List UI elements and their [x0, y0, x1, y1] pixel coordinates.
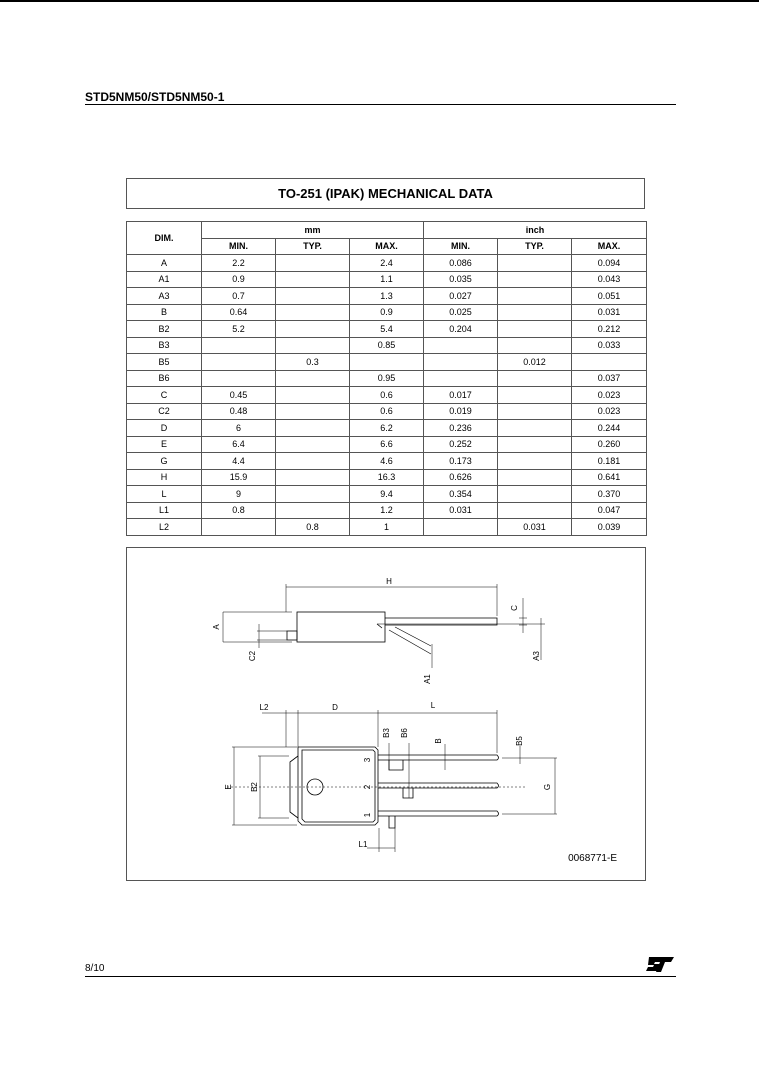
value-cell: 0.035 — [424, 271, 498, 288]
dim-cell: B — [127, 304, 202, 321]
label-D: D — [332, 703, 338, 712]
pin-1-label: 1 — [363, 812, 372, 818]
dim-cell: E — [127, 436, 202, 453]
pin-2-label: 2 — [363, 784, 372, 790]
table-row — [127, 271, 647, 288]
value-cell: 0.025 — [424, 304, 498, 321]
table-row — [127, 354, 647, 371]
mechanical-drawing — [126, 547, 646, 881]
value-cell — [572, 354, 647, 371]
value-cell — [276, 337, 350, 354]
sub-header: MIN. — [424, 238, 498, 255]
table-row — [127, 288, 647, 305]
value-cell: 0.033 — [572, 337, 647, 354]
value-cell — [424, 370, 498, 387]
value-cell: 0.043 — [572, 271, 647, 288]
table-row — [127, 453, 647, 470]
value-cell — [276, 420, 350, 437]
value-cell: 0.6 — [350, 387, 424, 404]
table-row — [127, 387, 647, 404]
label-L2: L2 — [259, 703, 269, 712]
value-cell: 9.4 — [350, 486, 424, 503]
value-cell — [498, 304, 572, 321]
dim-cell: H — [127, 469, 202, 486]
value-cell — [202, 337, 276, 354]
value-cell: 5.4 — [350, 321, 424, 338]
table-title: TO-251 (IPAK) MECHANICAL DATA — [126, 178, 645, 209]
package-outline-drawing — [127, 548, 647, 882]
value-cell: 0.212 — [572, 321, 647, 338]
value-cell — [498, 486, 572, 503]
label-A1: A1 — [423, 674, 432, 684]
lead-1 — [378, 811, 499, 816]
sub-header: TYP. — [498, 238, 572, 255]
dim-cell: L1 — [127, 502, 202, 519]
value-cell: 1.2 — [350, 502, 424, 519]
dim-cell: A3 — [127, 288, 202, 305]
table-row — [127, 519, 647, 536]
value-cell: 6.2 — [350, 420, 424, 437]
value-cell: 0.047 — [572, 502, 647, 519]
value-cell — [498, 271, 572, 288]
value-cell: 9 — [202, 486, 276, 503]
table-row — [127, 255, 647, 272]
value-cell — [498, 337, 572, 354]
dim-cell: C2 — [127, 403, 202, 420]
dim-cell: G — [127, 453, 202, 470]
sub-header: MIN. — [202, 238, 276, 255]
table-row — [127, 469, 647, 486]
label-G: G — [543, 783, 552, 791]
pin-3-label: 3 — [363, 757, 372, 763]
sub-header: TYP. — [276, 238, 350, 255]
value-cell: 0.017 — [424, 387, 498, 404]
value-cell: 6.6 — [350, 436, 424, 453]
value-cell: 1.1 — [350, 271, 424, 288]
value-cell: 0.626 — [424, 469, 498, 486]
value-cell — [276, 304, 350, 321]
value-cell: 0.181 — [572, 453, 647, 470]
value-cell — [276, 453, 350, 470]
value-cell: 4.4 — [202, 453, 276, 470]
label-B: B — [434, 738, 443, 744]
value-cell — [424, 337, 498, 354]
value-cell — [276, 387, 350, 404]
value-cell — [202, 354, 276, 371]
value-cell — [498, 387, 572, 404]
value-cell: 0.244 — [572, 420, 647, 437]
label-L: L — [430, 701, 436, 710]
dim-cell: L2 — [127, 519, 202, 536]
table-row — [127, 337, 647, 354]
value-cell: 0.8 — [276, 519, 350, 536]
value-cell: 0.252 — [424, 436, 498, 453]
header-rule — [85, 104, 676, 105]
value-cell — [276, 321, 350, 338]
label-E: E — [224, 784, 233, 790]
lead-3 — [378, 755, 499, 760]
value-cell: 0.031 — [498, 519, 572, 536]
value-cell: 1 — [350, 519, 424, 536]
value-cell: 0.051 — [572, 288, 647, 305]
value-cell: 16.3 — [350, 469, 424, 486]
value-cell — [498, 453, 572, 470]
value-cell: 6.4 — [202, 436, 276, 453]
table-row — [127, 486, 647, 503]
dim-cell: D — [127, 420, 202, 437]
value-cell — [498, 469, 572, 486]
st-logo — [645, 955, 675, 973]
value-cell — [498, 420, 572, 437]
table-row — [127, 370, 647, 387]
value-cell — [276, 486, 350, 503]
dim-cell: B6 — [127, 370, 202, 387]
footer-rule — [85, 976, 676, 977]
value-cell: 0.64 — [202, 304, 276, 321]
value-cell: 0.8 — [202, 502, 276, 519]
value-cell: 1.3 — [350, 288, 424, 305]
value-cell: 4.6 — [350, 453, 424, 470]
dim-cell: B5 — [127, 354, 202, 371]
value-cell: 6 — [202, 420, 276, 437]
value-cell: 0.019 — [424, 403, 498, 420]
value-cell: 0.354 — [424, 486, 498, 503]
label-L1: L1 — [358, 840, 368, 849]
value-cell — [276, 469, 350, 486]
table-row — [127, 321, 647, 338]
dim-cell: A1 — [127, 271, 202, 288]
dim-cell: L — [127, 486, 202, 503]
dim-cell: C — [127, 387, 202, 404]
drawing-code: 0068771-E — [568, 853, 617, 864]
table-row — [127, 403, 647, 420]
value-cell: 0.031 — [424, 502, 498, 519]
value-cell: 0.6 — [350, 403, 424, 420]
value-cell: 0.370 — [572, 486, 647, 503]
value-cell: 0.85 — [350, 337, 424, 354]
label-B2: B2 — [250, 782, 259, 792]
document-title: STD5NM50/STD5NM50-1 — [85, 90, 225, 104]
table-row — [127, 304, 647, 321]
value-cell: 0.3 — [276, 354, 350, 371]
mm-header: mm — [202, 222, 424, 239]
value-cell: 0.023 — [572, 403, 647, 420]
value-cell — [498, 321, 572, 338]
sub-header: MAX. — [572, 238, 647, 255]
dim-cell: B2 — [127, 321, 202, 338]
value-cell — [350, 354, 424, 371]
value-cell — [276, 370, 350, 387]
value-cell: 0.9 — [350, 304, 424, 321]
label-B6: B6 — [400, 728, 409, 738]
value-cell — [498, 502, 572, 519]
value-cell — [276, 271, 350, 288]
value-cell: 0.173 — [424, 453, 498, 470]
label-C2: C2 — [248, 650, 257, 662]
value-cell — [424, 519, 498, 536]
value-cell — [276, 288, 350, 305]
value-cell: 0.260 — [572, 436, 647, 453]
value-cell: 0.236 — [424, 420, 498, 437]
value-cell: 0.027 — [424, 288, 498, 305]
value-cell: 0.039 — [572, 519, 647, 536]
label-B3: B3 — [382, 728, 391, 738]
value-cell: 0.031 — [572, 304, 647, 321]
side-view-tab — [287, 631, 297, 640]
label-A3: A3 — [532, 651, 541, 661]
dim-cell: B3 — [127, 337, 202, 354]
side-view-body — [297, 612, 385, 642]
top-border-line — [0, 0, 759, 2]
value-cell — [424, 354, 498, 371]
value-cell — [276, 403, 350, 420]
table-row — [127, 436, 647, 453]
label-H: H — [386, 577, 392, 586]
value-cell: 0.48 — [202, 403, 276, 420]
value-cell: 0.023 — [572, 387, 647, 404]
label-A: A — [212, 624, 221, 630]
value-cell: 0.094 — [572, 255, 647, 272]
value-cell: 0.204 — [424, 321, 498, 338]
sub-header-row — [127, 238, 647, 255]
mechanical-data-table — [126, 221, 647, 536]
value-cell — [498, 288, 572, 305]
value-cell — [276, 502, 350, 519]
page-number: 8/10 — [85, 963, 105, 974]
table-row — [127, 502, 647, 519]
value-cell — [498, 403, 572, 420]
label-B5: B5 — [515, 736, 524, 746]
value-cell — [276, 255, 350, 272]
table-row — [127, 420, 647, 437]
value-cell: 0.45 — [202, 387, 276, 404]
label-C: C — [510, 605, 519, 611]
value-cell: 0.037 — [572, 370, 647, 387]
value-cell: 0.95 — [350, 370, 424, 387]
value-cell — [498, 255, 572, 272]
value-cell: 0.086 — [424, 255, 498, 272]
dim-header: DIM. — [127, 222, 202, 255]
value-cell — [276, 436, 350, 453]
value-cell: 5.2 — [202, 321, 276, 338]
value-cell: 0.9 — [202, 271, 276, 288]
value-cell — [202, 370, 276, 387]
value-cell — [202, 519, 276, 536]
dim-cell: A — [127, 255, 202, 272]
inch-header: inch — [424, 222, 647, 239]
sub-header: MAX. — [350, 238, 424, 255]
value-cell: 2.2 — [202, 255, 276, 272]
value-cell: 0.7 — [202, 288, 276, 305]
value-cell — [498, 436, 572, 453]
value-cell — [498, 370, 572, 387]
value-cell: 15.9 — [202, 469, 276, 486]
value-cell: 0.641 — [572, 469, 647, 486]
value-cell: 0.012 — [498, 354, 572, 371]
value-cell: 2.4 — [350, 255, 424, 272]
